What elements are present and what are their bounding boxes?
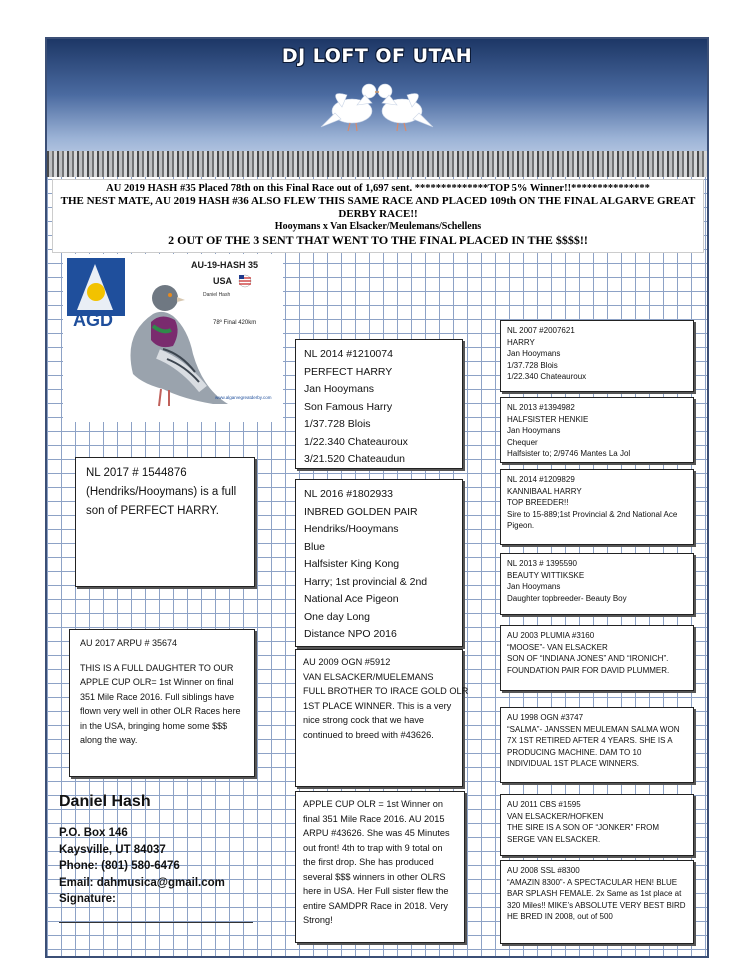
box-line: 1/37.728 Blois xyxy=(304,418,371,430)
box-paragraph: 1ST PLACE WINNER. This is a very nice strong cock that we have continued to breed with #43626. xyxy=(303,700,452,740)
box-line: Chequer xyxy=(507,437,538,447)
box-line: NL 2007 #2007621 xyxy=(507,326,575,335)
box-paragraph: NL 2017 # 1544876 (Hendriks/Hooymans) is a full son of PERFECT HARRY. xyxy=(86,467,237,517)
phone-line: Phone: (801) 580-6476 xyxy=(59,860,180,872)
box-paragraph: Sire to 15-889;1st Provincial & 2nd National Ace Pigeon. xyxy=(507,509,678,530)
breeder-name: Daniel Hash xyxy=(203,292,231,298)
box-line: 1/22.340 Chateauroux xyxy=(304,435,408,448)
box-line: AU 2003 PLUMIA #3160 xyxy=(507,631,595,640)
cbs-1595-box xyxy=(500,794,694,856)
headline-line-2: THE NEST MATE, AU 2019 HASH #36 ALSO FLEW THIS SAME RACE AND PLACED 109th ON THE FINAL ALGARVE GREAT DERBY RACE!! xyxy=(60,195,696,220)
box-line: AU 2017 ARPU # 35674 xyxy=(80,638,178,648)
box-line: PERFECT HARRY xyxy=(304,365,393,378)
box-line: National Ace Pigeon xyxy=(304,593,399,605)
box-line: “MOOSE”- VAN ELSACKER xyxy=(507,642,608,652)
pigeon-photo xyxy=(63,254,283,422)
ssl-8300-box xyxy=(500,860,694,944)
nl-1544876-box xyxy=(75,457,255,587)
box-line: AU 1998 OGN #3747 xyxy=(507,713,584,722)
city-line: Kaysville, UT 84037 xyxy=(59,843,166,856)
race-result: 78º Final 420km xyxy=(213,320,257,326)
ogn-5912-box xyxy=(295,649,469,787)
mixing-console-image xyxy=(47,151,707,177)
box-line: One day Long xyxy=(304,610,370,623)
box-line: Son Famous Harry xyxy=(304,400,393,413)
headline-line-1: AU 2019 HASH #35 Placed 78th on this Final Race out of 1,697 sent. **************TOP 5% Winner!!*************** xyxy=(106,183,650,194)
box-line: AU 2011 CBS #1595 xyxy=(507,800,581,809)
plumia-3160-box xyxy=(500,625,694,691)
harry-box xyxy=(500,320,694,392)
arpu-35674-box xyxy=(69,629,255,777)
loft-title: DJ LOFT OF UTAH xyxy=(281,45,473,67)
signature-line xyxy=(59,922,253,923)
box-paragraph: “AMAZIN 8300”- A SPECTACULAR HEN! BLUE BAR SPLASH FEMALE. 2x Same as 1st place at 320 Miles!! MIKE’s ABSOLUTE VERY BEST BIRD HE BRED IN 2008, out of 500 xyxy=(507,877,686,921)
halfsister-henkie-box xyxy=(500,397,694,463)
box-line: Hendriks/Hooymans xyxy=(304,523,399,535)
box-line: NL 2014 #1209829 xyxy=(507,475,575,484)
box-line: SON OF “INDIANA JONES” AND “IRONICH”. xyxy=(507,654,669,663)
signature-label: Signature: xyxy=(59,893,116,905)
headline-line-3: Hooymans x Van Elsacker/Meulemans/Schellens xyxy=(274,221,482,232)
perfect-harry-box xyxy=(295,339,463,469)
box-line: NL 2014 #1210074 xyxy=(304,348,393,360)
box-line: Jan Hooymans xyxy=(304,383,375,395)
box-line: Harry; 1st provincial & 2nd xyxy=(304,575,428,588)
box-line: NL 2013 # 1395590 xyxy=(507,559,577,568)
headline-line-4: 2 OUT OF THE 3 SENT THAT WENT TO THE FINAL PLACED IN THE $$$$!! xyxy=(168,233,588,247)
contact-block xyxy=(59,791,299,941)
website-text: www.algarvegreatderby.com xyxy=(215,395,272,400)
box-line: HALFSISTER HENKIE xyxy=(507,414,589,424)
agd-logo-icon xyxy=(67,258,125,316)
band-number: AU-19-HASH 35 xyxy=(191,260,259,270)
owner-name: Daniel Hash xyxy=(59,793,151,810)
box-line: Daughter topbreeder- Beauty Boy xyxy=(507,593,627,603)
usa-flag-icon xyxy=(239,275,251,287)
box-line: 1/37.728 Blois xyxy=(507,360,558,370)
pedigree-sheet xyxy=(45,37,709,958)
box-line: Jan Hooymans xyxy=(507,582,561,591)
box-paragraph: APPLE CUP OLR = 1st Winner on final 351 Mile Race 2016. AU 2015 ARPU #43626. She was 45 Minutes out front! 4th to trap with 9 total on the first drop. She has produced several $$$ winners in other OLRS here in USA. Her Full sister flew the entire SAMDPR Race in 2018. Very Strong! xyxy=(303,799,450,925)
box-line: KANNIBAAL HARRY xyxy=(507,486,582,496)
box-line: NL 2016 #1802933 xyxy=(304,488,393,500)
country-label: USA xyxy=(213,276,233,286)
box-paragraph: THIS IS A FULL DAUGHTER TO OUR APPLE CUP OLR= 1st Winner on final 351 Mile Race 2016. Full siblings have flown very well in other OLR Races here in the USA, bringing home some $$$ along the way. xyxy=(80,662,241,745)
box-line: Halfsister to; 2/9746 Mantes La Jol xyxy=(507,449,631,458)
box-line: HARRY xyxy=(507,337,535,347)
beauty-wittikske-box xyxy=(500,553,694,615)
kannibaal-harry-box xyxy=(500,469,694,545)
box-line: VAN ELSACKER/MUELEMANS xyxy=(303,671,434,682)
box-line: Distance NPO 2016 xyxy=(304,628,397,640)
box-line: Jan Hooymans xyxy=(507,426,561,435)
doves-icon xyxy=(317,69,437,137)
box-line: 1/22.340 Chateauroux xyxy=(507,372,587,381)
box-line: Blue xyxy=(304,540,326,553)
logo-text: AGD xyxy=(73,310,113,330)
box-line: INBRED GOLDEN PAIR xyxy=(304,505,418,518)
box-line: NL 2013 #1394982 xyxy=(507,403,575,412)
box-paragraph: THE SIRE IS A SON OF “JONKER” FROM SERGE VAN ELSACKER. xyxy=(507,823,660,844)
box-paragraph: “SALMA”- JANSSEN MEULEMAN SALMA WON 7X 1ST RETIRED AFTER 4 YEARS. SHE IS A PRODUCING MACHINE. DAM TO 10 INDIVIDUAL 1ST PLACE WINNERS. xyxy=(507,724,680,768)
inbred-golden-pair-box xyxy=(295,479,463,647)
email-line: Email: dahmusica@gmail.com xyxy=(59,876,225,889)
pigeon-photo-art xyxy=(63,254,283,422)
po-box: P.O. Box 146 xyxy=(59,827,128,839)
header-banner xyxy=(47,39,707,177)
apple-cup-box xyxy=(295,791,465,943)
box-line: AU 2009 OGN #5912 xyxy=(303,657,391,667)
headline-box xyxy=(52,179,704,253)
box-line: AU 2008 SSL #8300 xyxy=(507,866,580,875)
box-line: TOP BREEDER!! xyxy=(507,498,569,507)
box-line: FOUNDATION PAIR FOR DAVID PLUMMER. xyxy=(507,665,670,675)
ogn-3747-box xyxy=(500,707,694,783)
box-line: Jan Hooymans xyxy=(507,349,561,358)
box-line: Halfsister King Kong xyxy=(304,558,400,570)
box-line: FULL BROTHER TO IRACE GOLD OLR xyxy=(303,686,469,696)
box-line: VAN ELSACKER/HOFKEN xyxy=(507,811,604,821)
box-line: 3/21.520 Chateaudun xyxy=(304,453,406,465)
box-line: BEAUTY WITTIKSKE xyxy=(507,570,585,580)
